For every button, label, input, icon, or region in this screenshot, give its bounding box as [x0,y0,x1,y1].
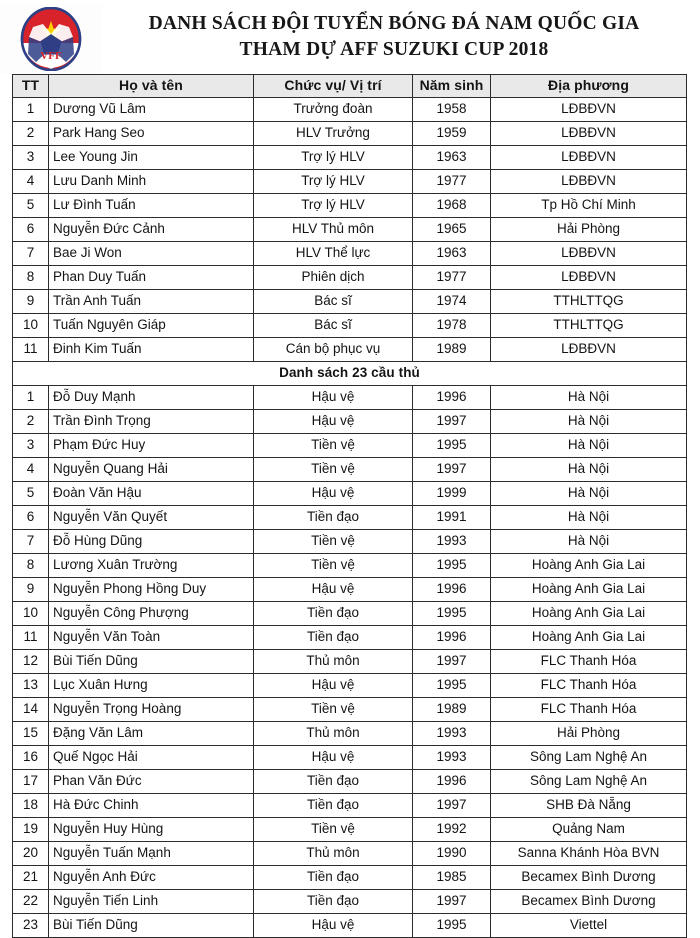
table-row [13,650,687,674]
cell-club: Hà Nội [491,410,687,434]
cell-year: 1995 [413,602,491,626]
cell-year: 1985 [413,866,491,890]
cell-club: Sông Lam Nghệ An [491,746,687,770]
cell-year: 1997 [413,650,491,674]
cell-tt: 7 [13,242,49,266]
cell-role: Tiền đạo [254,794,413,818]
cell-role: Hậu vệ [254,386,413,410]
cell-club: Sông Lam Nghệ An [491,770,687,794]
cell-club: LĐBĐVN [491,146,687,170]
column-header-club: Địa phương [491,75,687,98]
cell-role: Hậu vệ [254,410,413,434]
cell-tt: 3 [13,434,49,458]
cell-tt: 20 [13,842,49,866]
table-row [13,890,687,914]
table-row [13,482,687,506]
cell-club: LĐBĐVN [491,122,687,146]
table-row [13,98,687,122]
table-row [13,146,687,170]
cell-role: Bác sĩ [254,314,413,338]
table-row [13,506,687,530]
cell-role: Trợ lý HLV [254,170,413,194]
cell-role: Trợ lý HLV [254,146,413,170]
cell-tt: 2 [13,410,49,434]
cell-role: Tiền vệ [254,698,413,722]
cell-year: 1993 [413,722,491,746]
column-header-tt: TT [13,75,49,98]
cell-tt: 10 [13,602,49,626]
cell-club: Sanna Khánh Hòa BVN [491,842,687,866]
cell-club: FLC Thanh Hóa [491,650,687,674]
cell-year: 1991 [413,506,491,530]
column-header-name: Họ và tên [49,75,254,98]
cell-tt: 14 [13,698,49,722]
cell-tt: 9 [13,578,49,602]
table-row [13,698,687,722]
cell-tt: 16 [13,746,49,770]
cell-name: Lư Đình Tuấn [49,194,254,218]
section-header-body [13,362,687,386]
cell-name: Phan Duy Tuấn [49,266,254,290]
table-row [13,626,687,650]
cell-role: Thủ môn [254,842,413,866]
cell-role: Tiền vệ [254,818,413,842]
cell-club: LĐBĐVN [491,266,687,290]
cell-year: 1996 [413,770,491,794]
cell-name: Lương Xuân Trường [49,554,254,578]
table-row [13,458,687,482]
table-row [13,530,687,554]
table-row [13,554,687,578]
cell-role: Thủ môn [254,722,413,746]
cell-year: 1995 [413,674,491,698]
cell-year: 1997 [413,458,491,482]
cell-year: 1996 [413,626,491,650]
cell-name: Nguyễn Anh Đức [49,866,254,890]
cell-name: Nguyễn Huy Hùng [49,818,254,842]
cell-tt: 7 [13,530,49,554]
cell-club: Hoàng Anh Gia Lai [491,626,687,650]
cell-role: Tiền vệ [254,458,413,482]
cell-year: 1989 [413,698,491,722]
column-header-role: Chức vụ/ Vị trí [254,75,413,98]
cell-club: Hà Nội [491,434,687,458]
cell-tt: 13 [13,674,49,698]
cell-year: 1997 [413,794,491,818]
cell-tt: 6 [13,506,49,530]
cell-tt: 8 [13,554,49,578]
cell-tt: 5 [13,194,49,218]
logo-container [0,4,102,74]
cell-year: 1993 [413,530,491,554]
cell-role: Tiền đạo [254,866,413,890]
cell-role: Bác sĩ [254,290,413,314]
cell-name: Phan Văn Đức [49,770,254,794]
cell-role: Hậu vệ [254,746,413,770]
cell-role: Phiên dịch [254,266,413,290]
cell-role: Tiền đạo [254,602,413,626]
cell-club: Hoàng Anh Gia Lai [491,578,687,602]
cell-role: HLV Trưởng [254,122,413,146]
cell-role: Tiền đạo [254,770,413,794]
cell-club: Hà Nội [491,506,687,530]
cell-name: Bùi Tiến Dũng [49,914,254,938]
cell-role: Tiền vệ [254,554,413,578]
table-row [13,266,687,290]
table-row [13,818,687,842]
cell-tt: 5 [13,482,49,506]
table-row [13,242,687,266]
cell-role: Thủ môn [254,650,413,674]
cell-club: Hà Nội [491,386,687,410]
cell-role: Hậu vệ [254,482,413,506]
cell-tt: 4 [13,458,49,482]
cell-tt: 10 [13,314,49,338]
cell-role: Cán bộ phục vụ [254,338,413,362]
cell-name: Nguyễn Đức Cảnh [49,218,254,242]
cell-year: 1995 [413,914,491,938]
cell-year: 1997 [413,410,491,434]
cell-role: Hậu vệ [254,914,413,938]
cell-year: 1974 [413,290,491,314]
cell-role: Hậu vệ [254,674,413,698]
cell-tt: 1 [13,98,49,122]
cell-tt: 12 [13,650,49,674]
cell-club: Hà Nội [491,530,687,554]
cell-tt: 9 [13,290,49,314]
cell-year: 1997 [413,890,491,914]
cell-tt: 18 [13,794,49,818]
cell-role: HLV Thủ môn [254,218,413,242]
table-row [13,794,687,818]
cell-club: LĐBĐVN [491,338,687,362]
cell-tt: 8 [13,266,49,290]
cell-club: LĐBĐVN [491,170,687,194]
table-row [13,602,687,626]
cell-name: Phạm Đức Huy [49,434,254,458]
cell-name: Đỗ Duy Mạnh [49,386,254,410]
cell-year: 1963 [413,146,491,170]
cell-year: 1990 [413,842,491,866]
table-row [13,410,687,434]
cell-club: Hoàng Anh Gia Lai [491,554,687,578]
cell-year: 1958 [413,98,491,122]
cell-name: Bae Ji Won [49,242,254,266]
staff-rows-body [13,98,687,362]
cell-club: Hà Nội [491,482,687,506]
vff-logo-text: VFF [40,50,62,62]
cell-year: 1965 [413,218,491,242]
cell-name: Nguyễn Công Phượng [49,602,254,626]
cell-club: LĐBĐVN [491,98,687,122]
table-row [13,290,687,314]
cell-year: 1992 [413,818,491,842]
cell-club: Hà Nội [491,458,687,482]
cell-tt: 1 [13,386,49,410]
cell-role: Trưởng đoàn [254,98,413,122]
cell-year: 1995 [413,554,491,578]
section-header-label: Danh sách 23 cầu thủ [13,362,687,386]
cell-tt: 11 [13,338,49,362]
cell-year: 1977 [413,170,491,194]
cell-year: 1995 [413,434,491,458]
table-row [13,314,687,338]
cell-tt: 4 [13,170,49,194]
cell-name: Trần Đình Trọng [49,410,254,434]
cell-name: Lưu Danh Minh [49,170,254,194]
table-row [13,746,687,770]
cell-name: Park Hang Seo [49,122,254,146]
cell-role: Tiền vệ [254,434,413,458]
table-row [13,914,687,938]
cell-role: Tiền vệ [254,530,413,554]
cell-year: 1993 [413,746,491,770]
cell-tt: 11 [13,626,49,650]
cell-name: Hà Đức Chinh [49,794,254,818]
cell-year: 1968 [413,194,491,218]
cell-name: Trần Anh Tuấn [49,290,254,314]
cell-club: Quảng Nam [491,818,687,842]
cell-club: TTHLTTQG [491,314,687,338]
cell-name: Nguyễn Quang Hải [49,458,254,482]
cell-role: Trợ lý HLV [254,194,413,218]
table-header [13,75,687,98]
cell-name: Nguyễn Văn Quyết [49,506,254,530]
cell-role: Tiền đạo [254,890,413,914]
cell-name: Đặng Văn Lâm [49,722,254,746]
cell-tt: 21 [13,866,49,890]
cell-year: 1978 [413,314,491,338]
cell-name: Lục Xuân Hưng [49,674,254,698]
table-row-section [13,362,687,386]
cell-name: Bùi Tiến Dũng [49,650,254,674]
cell-year: 1996 [413,578,491,602]
cell-tt: 3 [13,146,49,170]
title-line-2: THAM DỰ AFF SUZUKI CUP 2018 [239,38,549,60]
cell-role: HLV Thể lực [254,242,413,266]
table-row [13,122,687,146]
cell-club: SHB Đà Nẵng [491,794,687,818]
cell-club: FLC Thanh Hóa [491,674,687,698]
cell-club: Hoàng Anh Gia Lai [491,602,687,626]
cell-year: 1963 [413,242,491,266]
cell-name: Dương Vũ Lâm [49,98,254,122]
cell-name: Lee Young Jin [49,146,254,170]
cell-name: Tuấn Nguyên Giáp [49,314,254,338]
cell-club: Becamex Bình Dương [491,890,687,914]
cell-tt: 17 [13,770,49,794]
cell-name: Đinh Kim Tuấn [49,338,254,362]
cell-club: Hải Phòng [491,722,687,746]
table-row [13,194,687,218]
table-row [13,770,687,794]
vff-logo-icon [20,7,82,71]
document-header [0,0,700,74]
column-header-year: Năm sinh [413,75,491,98]
table-row [13,722,687,746]
cell-year: 1977 [413,266,491,290]
cell-club: FLC Thanh Hóa [491,698,687,722]
cell-name: Nguyễn Tiến Linh [49,890,254,914]
title-line-1: DANH SÁCH ĐỘI TUYỂN BÓNG ĐÁ NAM QUỐC GIA [148,13,640,34]
cell-tt: 6 [13,218,49,242]
cell-tt: 15 [13,722,49,746]
table-row [13,170,687,194]
cell-name: Nguyễn Tuấn Mạnh [49,842,254,866]
cell-role: Tiền đạo [254,626,413,650]
table-row [13,674,687,698]
cell-club: Viettel [491,914,687,938]
cell-tt: 23 [13,914,49,938]
table-row [13,338,687,362]
cell-name: Đỗ Hùng Dũng [49,530,254,554]
cell-role: Hậu vệ [254,578,413,602]
table-row [13,842,687,866]
cell-year: 1989 [413,338,491,362]
cell-year: 1959 [413,122,491,146]
table-row [13,578,687,602]
roster-table-container [0,74,700,938]
cell-club: Hải Phòng [491,218,687,242]
cell-year: 1996 [413,386,491,410]
cell-name: Đoàn Văn Hậu [49,482,254,506]
cell-club: TTHLTTQG [491,290,687,314]
cell-club: Tp Hồ Chí Minh [491,194,687,218]
cell-tt: 2 [13,122,49,146]
table-row [13,386,687,410]
player-rows-body [13,386,687,938]
cell-club: Becamex Bình Dương [491,866,687,890]
table-row [13,218,687,242]
table-header-row [13,75,687,98]
cell-name: Nguyễn Trọng Hoàng [49,698,254,722]
roster-table [12,74,687,938]
cell-name: Nguyễn Văn Toàn [49,626,254,650]
cell-year: 1999 [413,482,491,506]
page-title [102,4,700,62]
cell-name: Quế Ngọc Hải [49,746,254,770]
cell-club: LĐBĐVN [491,242,687,266]
cell-name: Nguyễn Phong Hồng Duy [49,578,254,602]
table-row [13,434,687,458]
cell-tt: 22 [13,890,49,914]
cell-tt: 19 [13,818,49,842]
cell-role: Tiền đạo [254,506,413,530]
